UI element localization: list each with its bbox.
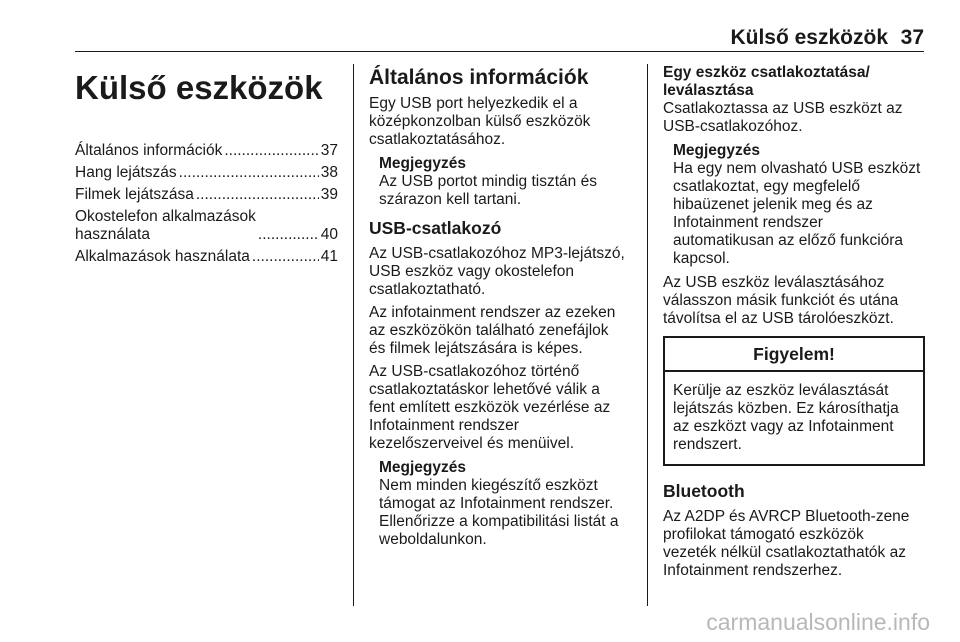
note-text: Az USB portot mindig tisztán és szárazon kell tartani. [379,173,597,208]
toc-entry[interactable] [75,142,338,160]
toc-entry-text: Általános információk [75,142,223,159]
toc-entry-page: 41 [320,248,338,265]
note-block [379,459,637,549]
note-text: Nem minden kiegészítő eszközt támogat az Infotainment rendszer. Ellenőrizze a kompatibilitási listát a weboldalunkon. [379,477,619,548]
section-heading: Általános információk [369,66,589,89]
toc-leader-dots [258,226,319,244]
header-rule [75,51,924,52]
toc-entry-text: Okostelefon alkalmazások használata [75,208,256,243]
paragraph: Az A2DP és AVRCP Bluetooth-zene profilokat támogató eszközök vezeték nélkül csatlakoztathatók az Infotainment rendszerhez. [663,508,910,579]
column-general-info [369,60,637,555]
toc-entry-text: Alkalmazások használata [75,248,250,265]
column-divider-2 [647,64,648,606]
toc-entry-page: 37 [320,142,338,159]
paragraph: Az USB-csatlakozóhoz MP3-lejátszó, USB eszköz vagy okostelefon csatlakoztatható. [369,245,625,298]
note-text: Ha egy nem olvasható USB eszközt csatlakoztat, egy megfelelő hibaüzenet jelenik meg és az Infotainment rendszer automatikusan az előző funkcióra kapcsol. [673,160,921,267]
toc-entry-page: 38 [320,164,338,181]
subsection-heading: Bluetooth [663,481,745,501]
paragraph: Csatlakoztassa az USB eszközt az USB-csatlakozóhoz. [663,100,903,135]
toc-entry-text: Filmek lejátszása [75,186,194,203]
chapter-title: Külső eszközök [75,69,323,106]
column-connect-device [663,60,925,585]
page-number: 37 [900,26,924,49]
note-label: Megjegyzés [379,459,467,476]
paragraph: Egy USB port helyezkedik el a középkonzolban külső eszközök csatlakoztatásához. [369,95,591,148]
paragraph: Az infotainment rendszer az ezeken az eszközökön található zenefájlok és filmek lejátszására is képes. [369,304,616,357]
note-block [379,155,637,209]
toc-entry[interactable] [75,208,338,244]
header-title: Külső eszközök [730,26,888,49]
paragraph: Az USB eszköz leválasztásához válasszon másik funkciót és utána távolítsa el az USB tárolóeszközt. [663,274,899,327]
toc-entry[interactable] [75,164,338,182]
toc-entry[interactable] [75,186,338,204]
toc-entry[interactable] [75,248,338,266]
warning-text: Kerülje az eszköz leválasztását lejátszás közben. Ez károsíthatja az eszközt vagy az Infotainment rendszert. [673,382,899,453]
watermark: carmanualsonline.info [706,609,930,635]
toc-entry-page: 39 [320,186,338,203]
toc-leader-dots [224,142,318,160]
column-divider-1 [353,64,354,606]
warning-box [663,336,925,466]
paragraph: Az USB-csatlakozóhoz történő csatlakoztatáskor lehetővé válik a fent említett eszközök vezérlése az Infotainment rendszer kezelőszerveivel és menüivel. [369,363,611,452]
toc-leader-dots [196,186,319,204]
page-header [0,0,960,52]
subsection-heading: Egy eszköz csatlakoztatása/ leválasztása [663,64,870,99]
note-label: Megjegyzés [379,155,467,172]
note-block [673,142,925,268]
warning-title: Figyelem! [665,338,923,372]
toc-entry-page: 40 [320,226,338,243]
toc-leader-dots [252,248,319,266]
toc-leader-dots [179,164,319,182]
toc-entry-text: Hang lejátszás [75,164,177,181]
column-contents [75,60,338,270]
subsection-heading: USB-csatlakozó [369,218,502,238]
note-label: Megjegyzés [673,142,761,159]
